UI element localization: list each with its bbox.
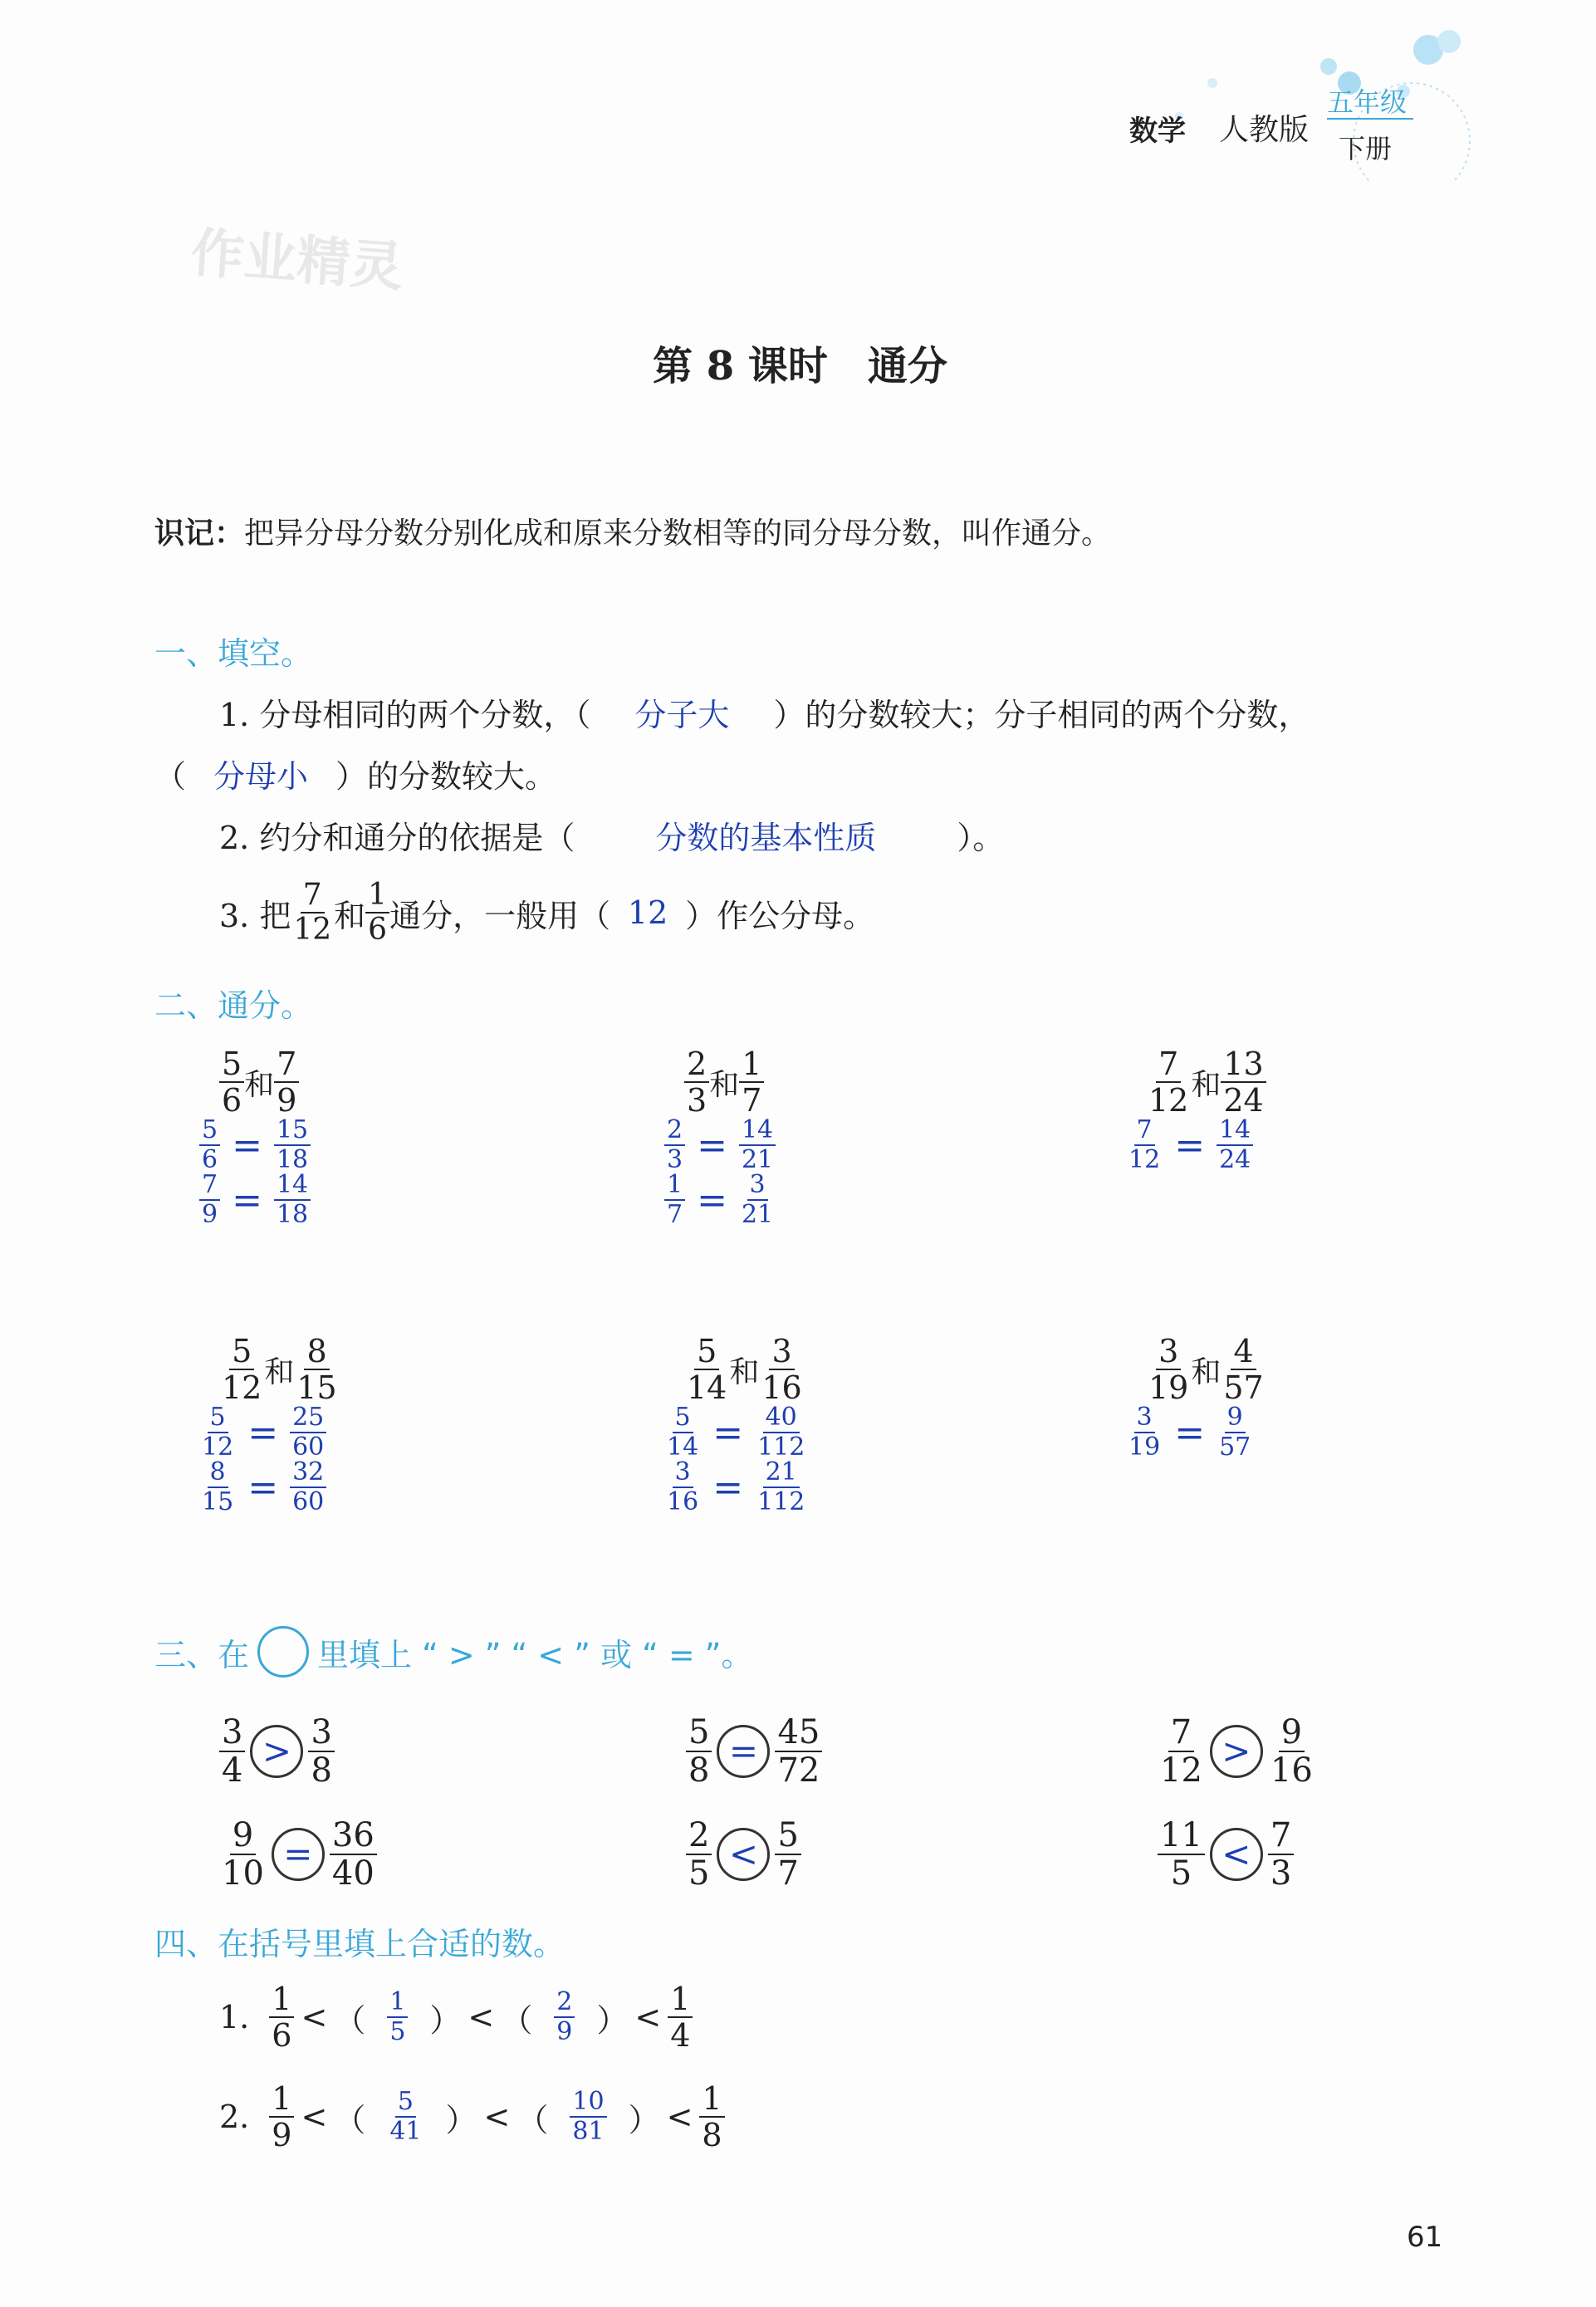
q1-answer-2: 分母小 [213,758,309,795]
item-number: 1. [219,1999,250,2035]
question-fraction-1: $\frac{5}{6}$ [219,1048,244,1116]
equals-sign: = [232,1178,262,1222]
question-fraction-1: $\frac{7}{12}$ [1148,1046,1189,1119]
question-fraction-1: $\frac{2}{3}$ [684,1048,709,1116]
answer-fraction-left: $\frac{2}{3}$ [664,1118,685,1173]
section1-heading: 一、填空。 [154,635,313,672]
circle-icon [257,1626,309,1678]
conversion-question [684,1046,776,1119]
right-paren: ） [596,2001,629,2039]
inequality-right-fraction: $\frac{1}{8}$ [699,2083,724,2151]
comparison-left-fraction: $\frac{2}{5}$ [686,1819,712,1890]
answer-fraction-left: $\frac{1}{7}$ [664,1173,685,1227]
left-paren: （ [334,2001,366,2039]
inequality-item [219,1981,693,2054]
q3-text-b: 通分，一般用（ [389,897,611,934]
less-than-sign: < [301,1999,328,2035]
conversion-question [219,1046,311,1119]
watermark-logo: 作业精灵 [188,223,405,299]
question-fraction-2: $\frac{7}{9}$ [274,1048,299,1116]
left-paren: （ [516,2101,549,2138]
conversion-answer-row [664,1405,807,1460]
conversion-item [664,1335,807,1515]
header-divider [1327,118,1413,120]
page-title: 第 8 课时 通分 [653,343,947,389]
q1-text-c: （ [154,758,187,795]
comparison-right-fraction: $\frac{36}{40}$ [330,1819,377,1890]
comparison-left-fraction: $\frac{7}{12}$ [1160,1713,1202,1790]
equals-sign: = [1174,1411,1206,1454]
q3-and: 和 [334,897,366,934]
section3-heading [154,1626,752,1678]
comparison-left-fraction: $\frac{9}{10}$ [222,1816,264,1893]
equals-sign: = [712,1411,744,1454]
comparison-circle [250,1725,303,1778]
answer-fraction-left: $\frac{8}{15}$ [202,1457,234,1516]
q3-text-a: 3. 把 [219,897,291,934]
less-than-sign: < [483,2099,511,2135]
answer-fraction-1: $\frac{1}{5}$ [387,1990,408,2045]
comparison-right-fraction: $\frac{45}{72}$ [775,1716,822,1787]
answer-fraction-right: $\frac{9}{57}$ [1219,1403,1251,1462]
comparison-right-fraction: $\frac{3}{8}$ [308,1716,334,1787]
comparison-circle [1210,1828,1263,1881]
conversion-answer-row [199,1115,311,1174]
conversion-answer-row [199,1170,311,1229]
answer-fraction-right: $\frac{14}{24}$ [1217,1118,1253,1173]
question-fraction-1: $\frac{3}{19}$ [1148,1333,1189,1406]
header-grade: 五年级 [1327,86,1408,118]
equals-sign: = [232,1124,262,1167]
comparison-right-fraction: $\frac{5}{7}$ [775,1819,800,1890]
conversion-answer-row [1126,1115,1266,1174]
and-text: 和 [1191,1354,1221,1389]
comparison-answer: = [728,1731,759,1771]
question-fraction-2: $\frac{1}{7}$ [739,1048,764,1116]
comparison-answer: < [728,1834,759,1874]
and-text: 和 [729,1354,760,1389]
equals-sign: = [712,1466,744,1509]
q3-text-c: ）作公分母。 [685,897,875,934]
question-fraction-2: $\frac{4}{57}$ [1223,1333,1264,1406]
answer-fraction-2: $\frac{2}{9}$ [554,1990,575,2045]
inequality-item [219,2080,725,2153]
question-fraction-2: $\frac{13}{24}$ [1221,1048,1266,1116]
answer-fraction-left: $\frac{3}{19}$ [1128,1403,1161,1462]
comparison-item [219,1713,335,1790]
answer-fraction-left: $\frac{3}{16}$ [667,1457,699,1516]
and-text: 和 [244,1067,275,1102]
conversion-question [684,1333,807,1406]
left-paren: （ [334,2101,366,2138]
comparison-item [686,1713,822,1790]
inequality-left-fraction: $\frac{1}{9}$ [269,2083,294,2151]
comparison-answer: < [1221,1834,1251,1874]
equals-sign: = [247,1411,279,1454]
answer-fraction-right: $\frac{15}{18}$ [274,1118,311,1173]
less-than-sign: < [634,1999,662,2035]
conversion-item [199,1048,311,1227]
comparison-circle [1210,1725,1263,1778]
question-fraction-2: $\frac{8}{15}$ [296,1333,337,1406]
section1-q3 [219,880,874,945]
less-than-sign: < [666,2099,693,2135]
conversion-item [199,1335,340,1515]
conversion-item [1126,1048,1266,1173]
q1-text-a: 1. 分母相同的两个分数，（ [219,697,591,733]
section1-q2 [219,812,1004,858]
section2-heading: 二、通分。 [154,987,313,1024]
comparison-circle [717,1725,770,1778]
answer-fraction-left: $\frac{5}{12}$ [202,1403,234,1462]
conversion-question [1146,1046,1266,1119]
q2-text-a: 2. 约分和通分的依据是（ [219,820,575,856]
conversion-answer-row [1126,1405,1266,1460]
q3-answer: 12 [627,894,668,931]
conversion-item [664,1048,776,1227]
and-text: 和 [709,1067,740,1102]
conversion-question [1146,1333,1266,1406]
equals-sign: = [697,1124,727,1167]
equals-sign: = [1174,1124,1206,1167]
q3-fraction-2: $\frac{1}{6}$ [365,880,389,945]
header-volume: 下册 [1339,133,1393,164]
memo-text: 把异分母分数分别化成和原来分数相等的同分母分数，叫作通分。 [244,517,1112,551]
answer-fraction-right: $\frac{25}{60}$ [290,1405,326,1460]
section4-heading: 四、在括号里填上合适的数。 [154,1926,565,1962]
equals-sign: = [247,1466,279,1509]
inequality-right-fraction: $\frac{1}{4}$ [668,1983,693,2051]
section3-heading-a: 三、在 [154,1636,250,1673]
answer-fraction-right: $\frac{21}{112}$ [757,1457,805,1516]
answer-fraction-right: $\frac{14}{18}$ [274,1173,311,1227]
section3-heading-b: 里填上 “ > ” “ < ” 或 “ = ”。 [317,1636,753,1673]
flower-decoration-icon [1046,17,1478,183]
memo-line [154,510,1111,552]
answer-fraction-right: $\frac{14}{21}$ [739,1118,776,1173]
left-paren: （ [501,2001,533,2039]
q1-text-b: ）的分数较大；分子相同的两个分数， [773,697,1310,733]
answer-fraction-left: $\frac{7}{12}$ [1128,1115,1161,1174]
right-paren: ） [429,2001,462,2039]
answer-fraction-left: $\frac{5}{6}$ [199,1118,220,1173]
right-paren: ） [445,2101,477,2138]
answer-fraction-right: $\frac{32}{60}$ [290,1460,326,1515]
header-edition: 人教版 [1219,113,1310,147]
conversion-answer-row [664,1115,776,1174]
q2-answer: 分数的基本性质 [655,820,877,856]
answer-fraction-left: $\frac{7}{9}$ [199,1173,220,1227]
comparison-item [686,1816,801,1893]
right-paren: ） [628,2101,660,2138]
less-than-sign: < [468,1999,495,2035]
memo-label: 识记： [154,517,245,551]
q1-text-d: ）的分数较大。 [335,758,557,795]
comparison-circle [272,1828,325,1881]
less-than-sign: < [301,2099,328,2135]
header-subject: 数学 [1129,115,1186,148]
and-text: 和 [1191,1067,1221,1102]
item-number: 2. [219,2099,250,2135]
comparison-answer: = [283,1834,313,1874]
comparison-left-fraction: $\frac{3}{4}$ [219,1716,245,1787]
page-number: 61 [1407,2221,1443,2254]
answer-fraction-left: $\frac{5}{14}$ [667,1403,699,1462]
conversion-answer-row [664,1457,807,1516]
answer-fraction-2: $\frac{10}{81}$ [570,2089,606,2144]
comparison-left-fraction: $\frac{11}{5}$ [1158,1819,1205,1890]
conversion-answer-row [664,1170,776,1229]
conversion-answer-row [199,1457,340,1516]
answer-fraction-1: $\frac{5}{41}$ [389,2087,422,2146]
q3-fraction-1: $\frac{7}{12}$ [293,878,332,947]
question-fraction-2: $\frac{3}{16}$ [761,1333,802,1406]
comparison-right-fraction: $\frac{9}{16}$ [1270,1713,1313,1790]
comparison-answer: > [1221,1731,1251,1771]
comparison-circle [717,1828,770,1881]
comparison-left-fraction: $\frac{5}{8}$ [686,1716,712,1787]
comparison-item [1158,1713,1315,1790]
comparison-answer: > [262,1731,292,1771]
q1-answer-1: 分子大 [634,697,730,733]
section1-q1-line2 [154,751,556,796]
comparison-right-fraction: $\frac{7}{3}$ [1268,1819,1294,1890]
inequality-left-fraction: $\frac{1}{6}$ [269,1983,294,2051]
comparison-item [219,1816,377,1893]
q2-text-b: ）。 [957,820,1005,856]
section1-q1-line1 [219,689,1310,735]
question-fraction-1: $\frac{5}{12}$ [222,1333,262,1406]
and-text: 和 [264,1354,295,1389]
answer-fraction-right: $\frac{40}{112}$ [757,1403,805,1462]
answer-fraction-right: $\frac{3}{21}$ [741,1170,774,1229]
conversion-item [1126,1335,1266,1460]
equals-sign: = [697,1178,727,1222]
conversion-answer-row [199,1405,340,1460]
comparison-item [1158,1816,1294,1893]
conversion-question [219,1333,340,1406]
question-fraction-1: $\frac{5}{14}$ [687,1333,727,1406]
